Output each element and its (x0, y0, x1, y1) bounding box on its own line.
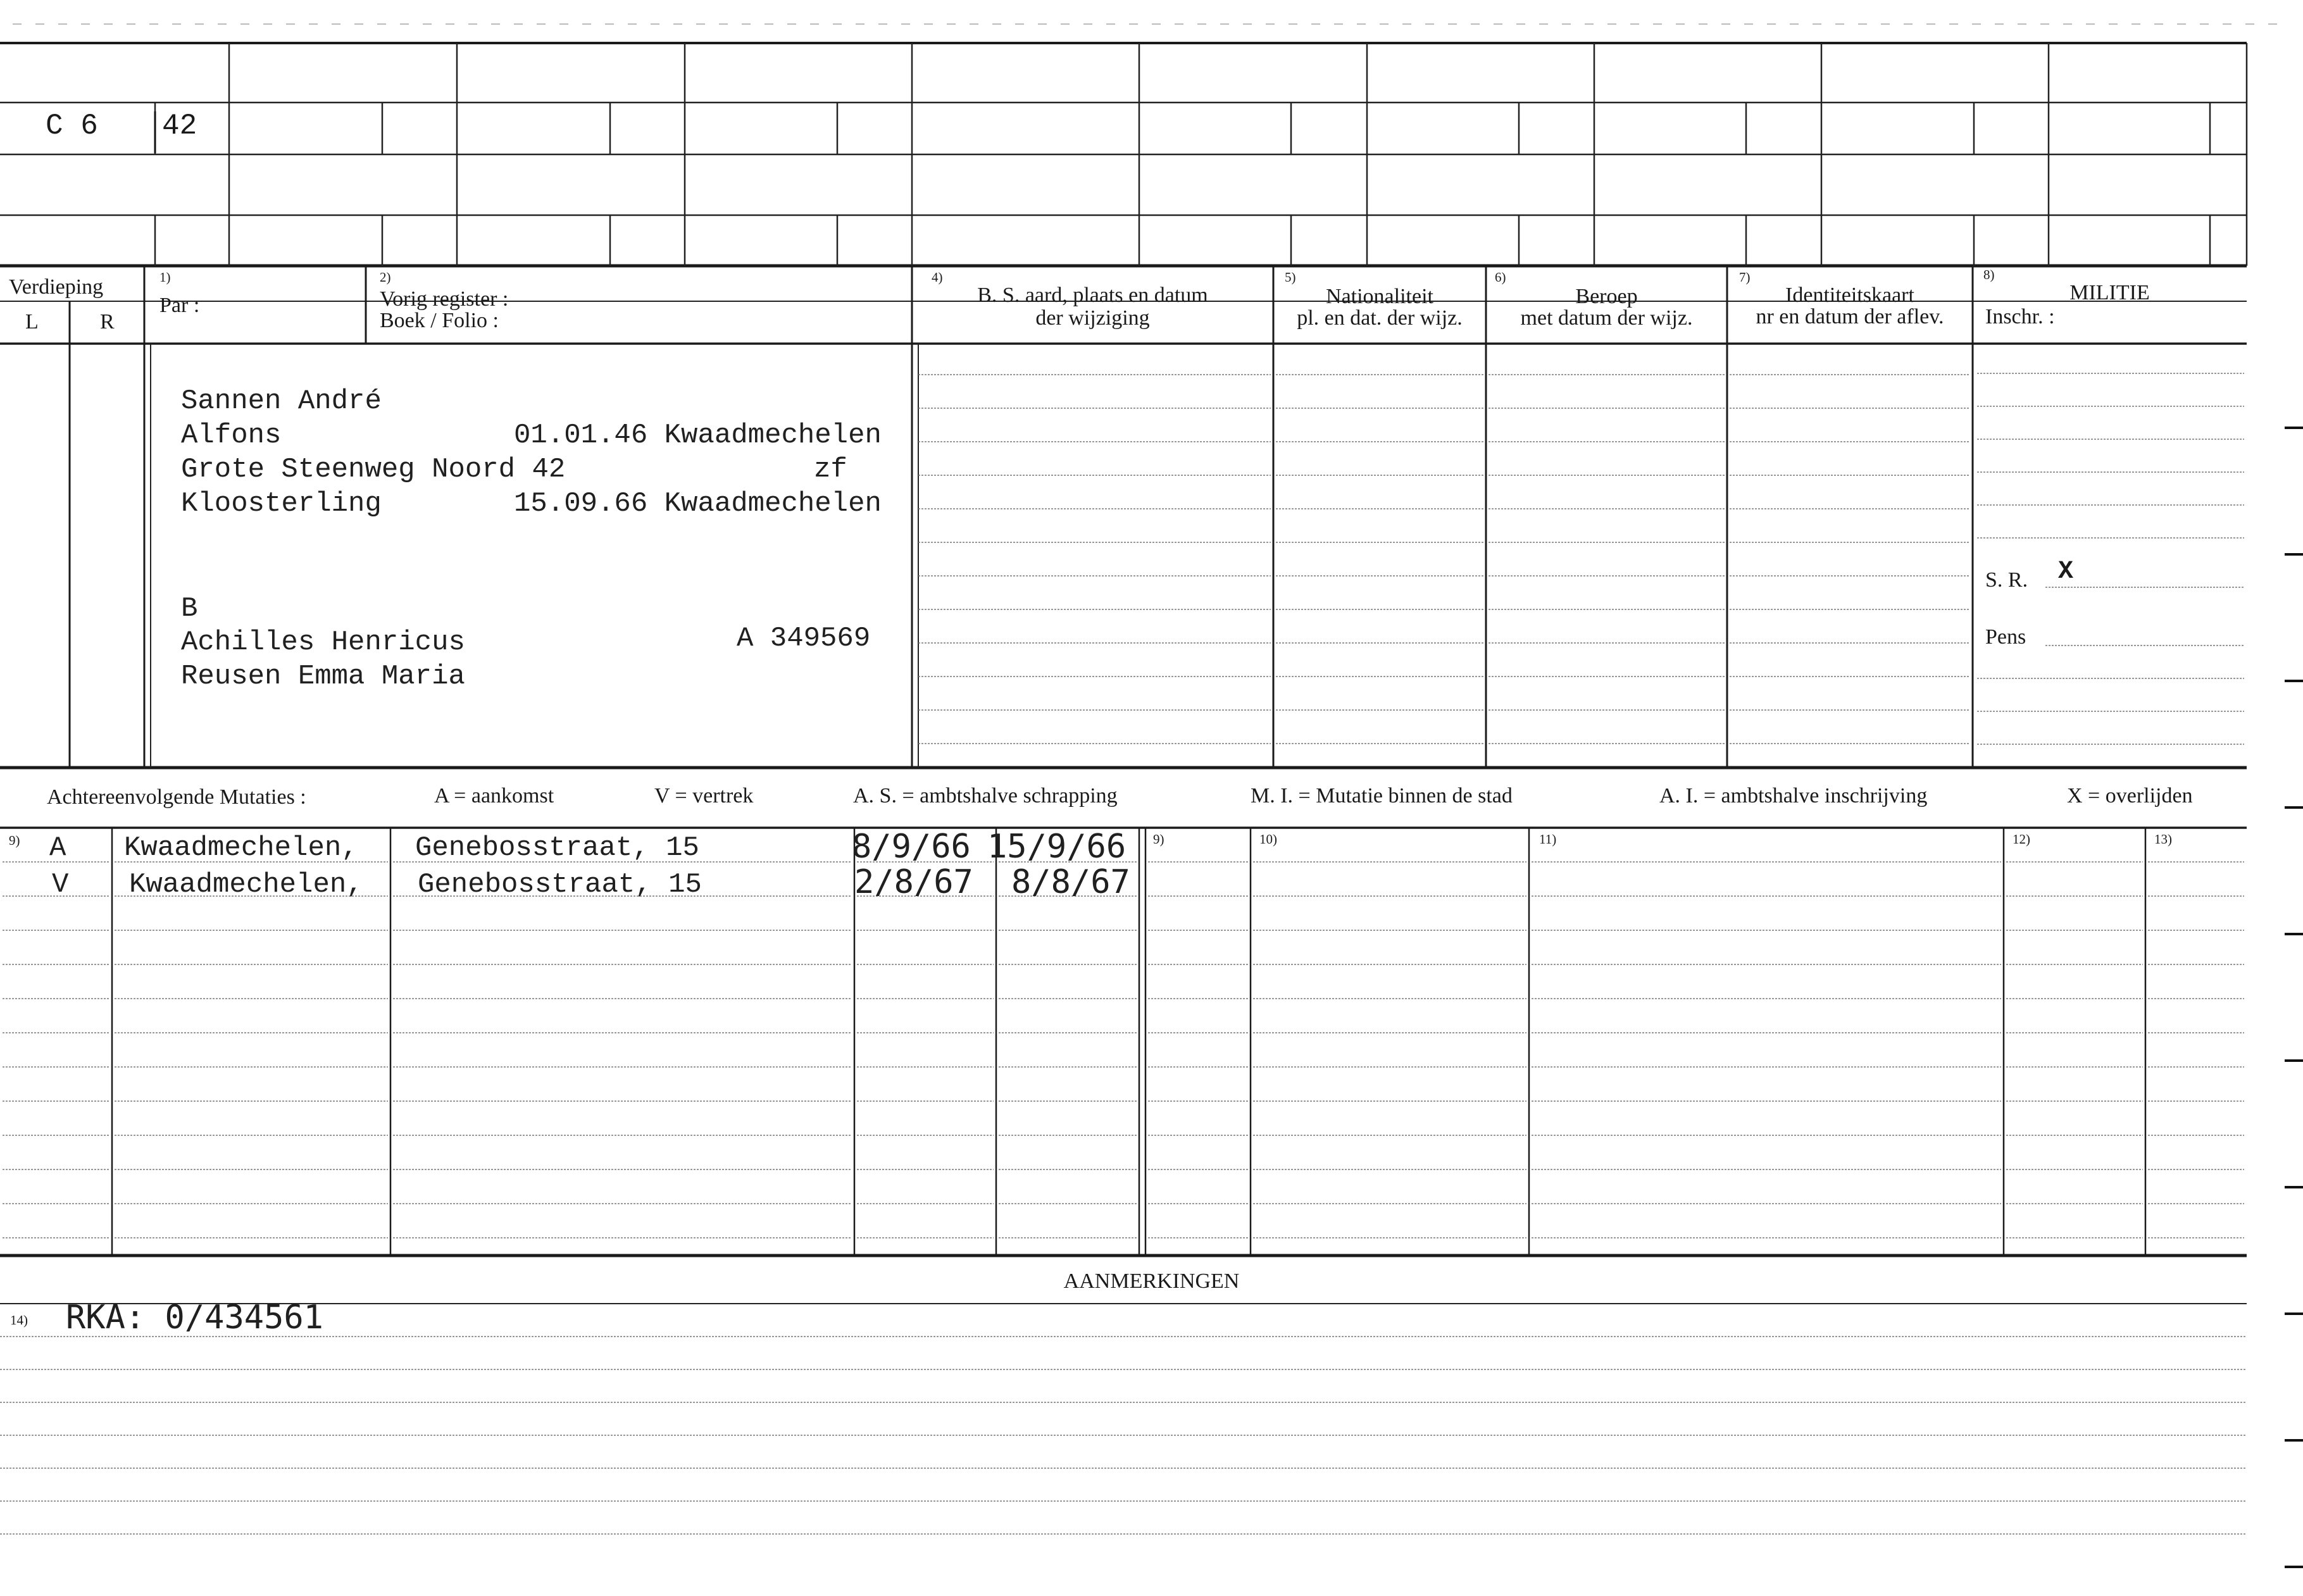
field-number-10: 10) (1259, 832, 1277, 847)
field-number-6: 6) (1495, 270, 1506, 285)
field-number-4: 4) (932, 270, 943, 285)
pens-label: Pens (1985, 625, 2026, 649)
aanmerkingen-title: AANMERKINGEN (1063, 1269, 1240, 1293)
identiteitskaart-label-1: Identiteitskaart (1785, 284, 1914, 307)
legend-mutatie: M. I. = Mutatie binnen de stad (1251, 784, 1513, 807)
mutatie-type: A (49, 832, 66, 864)
field-number-5: 5) (1285, 270, 1296, 285)
inschr-label: Inschr. : (1985, 305, 2055, 328)
code-number: 42 (162, 109, 197, 142)
nationaliteit-label-1: Nationaliteit (1326, 285, 1433, 308)
field-number-12: 12) (2013, 832, 2030, 847)
nationaliteit-label-2: pl. en dat. der wijz. (1297, 306, 1463, 330)
legend-schrapping: A. S. = ambtshalve schrapping (853, 784, 1118, 807)
person-address: Grote Steenweg Noord 42 (181, 454, 566, 485)
code-c6: C 6 (46, 109, 98, 142)
identiteitskaart-label-2: nr en datum der aflev. (1756, 305, 1944, 328)
birth-date-place: 01.01.46 Kwaadmechelen (514, 420, 882, 451)
mother-name: Reusen Emma Maria (181, 661, 465, 692)
legend-overlijden: X = overlijden (2067, 784, 2193, 807)
field-number-9b: 9) (1153, 832, 1164, 847)
militie-label: MILITIE (2069, 281, 2150, 304)
field-number-7: 7) (1739, 270, 1751, 285)
field-number-13: 13) (2154, 832, 2172, 847)
person-occupation: Kloosterling (181, 488, 382, 520)
field-number-8: 8) (1983, 267, 1995, 282)
mutatie-date-2: 8/8/67 (1011, 863, 1130, 901)
person-b-letter: B (181, 593, 198, 625)
mutatie-plaats: Kwaadmechelen, (129, 869, 363, 901)
legend-vertrek: V = vertrek (654, 784, 754, 807)
mutatie-adres: Genebosstraat, 15 (418, 869, 702, 901)
father-name: Achilles Henricus (181, 627, 465, 658)
person-code: zf (814, 454, 847, 485)
beroep-label-1: Beroep (1575, 285, 1638, 308)
sr-label: S. R. (1985, 568, 2028, 592)
bs-label-1: B. S. aard, plaats en datum (977, 284, 1208, 307)
boek-folio-label: Boek / Folio : (380, 309, 499, 332)
person-name: Sannen André (181, 385, 382, 417)
field-number-14: 14) (10, 1312, 28, 1328)
field-number-1: 1) (159, 270, 171, 285)
beroep-label-2: met datum der wijz. (1520, 306, 1693, 330)
mutatie-date-2: 15/9/66 (987, 828, 1127, 866)
verdieping-label: Verdieping (9, 275, 104, 299)
mutatie-plaats: Kwaadmechelen, (124, 832, 358, 864)
field-number-2: 2) (380, 270, 391, 285)
field-number-11: 11) (1539, 832, 1557, 847)
left-label: L (25, 310, 39, 334)
mutatie-date-1: 2/8/67 (854, 863, 973, 901)
remarks-text: RKA: 0/434561 (66, 1299, 323, 1337)
occupation-date-place: 15.09.66 Kwaadmechelen (514, 488, 882, 520)
legend-aankomst: A = aankomst (434, 784, 554, 807)
vorig-register-label: Vorig register : (380, 287, 509, 311)
field-number-9: 9) (9, 833, 20, 848)
person-first-name: Alfons (181, 420, 282, 451)
legend-title: Achtereenvolgende Mutaties : (47, 785, 306, 809)
mutatie-adres: Genebosstraat, 15 (415, 832, 699, 864)
right-label: R (100, 310, 115, 334)
sr-mark: X (2058, 558, 2074, 586)
mutatie-date-1: 8/9/66 (852, 828, 971, 866)
par-label: Par : (159, 294, 200, 317)
id-number: A 349569 (737, 623, 871, 654)
legend-inschrijving: A. I. = ambtshalve inschrijving (1659, 784, 1928, 807)
mutatie-type: V (52, 869, 69, 901)
bs-label-2: der wijziging (1035, 306, 1150, 330)
